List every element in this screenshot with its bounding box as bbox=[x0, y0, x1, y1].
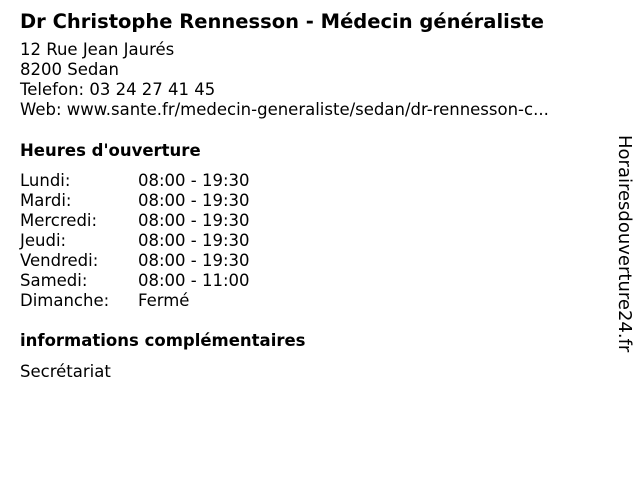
hours-time: 08:00 - 19:30 bbox=[138, 231, 250, 250]
hours-day: Vendredi: bbox=[20, 251, 99, 270]
hours-row-thursday bbox=[20, 231, 600, 251]
phone-number: Telefon: 03 24 27 41 45 bbox=[20, 80, 216, 99]
page-title: Dr Christophe Rennesson - Médecin généraliste bbox=[20, 10, 544, 33]
hours-day: Jeudi: bbox=[20, 231, 67, 250]
site-logo-vertical: Horairesdouverture24.fr bbox=[614, 135, 635, 353]
hours-day: Mardi: bbox=[20, 191, 72, 210]
hours-row-monday bbox=[20, 171, 600, 191]
hours-heading: Heures d'ouverture bbox=[20, 141, 201, 160]
hours-time: 08:00 - 19:30 bbox=[138, 171, 250, 190]
hours-day: Samedi: bbox=[20, 271, 88, 290]
hours-table bbox=[20, 171, 600, 311]
hours-time: Fermé bbox=[138, 291, 190, 310]
hours-time: 08:00 - 19:30 bbox=[138, 211, 250, 230]
hours-row-sunday bbox=[20, 291, 600, 311]
hours-time: 08:00 - 11:00 bbox=[138, 271, 250, 290]
hours-row-tuesday bbox=[20, 191, 600, 211]
hours-day: Lundi: bbox=[20, 171, 71, 190]
info-heading: informations complémentaires bbox=[20, 331, 306, 350]
address-street: 12 Rue Jean Jaurés bbox=[20, 40, 175, 59]
hours-time: 08:00 - 19:30 bbox=[138, 251, 250, 270]
hours-row-saturday bbox=[20, 271, 600, 291]
address-block bbox=[20, 40, 600, 120]
business-card bbox=[20, 8, 600, 382]
hours-day: Mercredi: bbox=[20, 211, 98, 230]
hours-row-wednesday bbox=[20, 211, 600, 231]
address-city: 8200 Sedan bbox=[20, 60, 119, 79]
website-link[interactable]: Web: www.sante.fr/medecin-generaliste/sedan/dr-rennesson-c... bbox=[20, 100, 549, 119]
info-text: Secrétariat bbox=[20, 362, 111, 381]
hours-time: 08:00 - 19:30 bbox=[138, 191, 250, 210]
hours-day: Dimanche: bbox=[20, 291, 110, 310]
hours-row-friday bbox=[20, 251, 600, 271]
